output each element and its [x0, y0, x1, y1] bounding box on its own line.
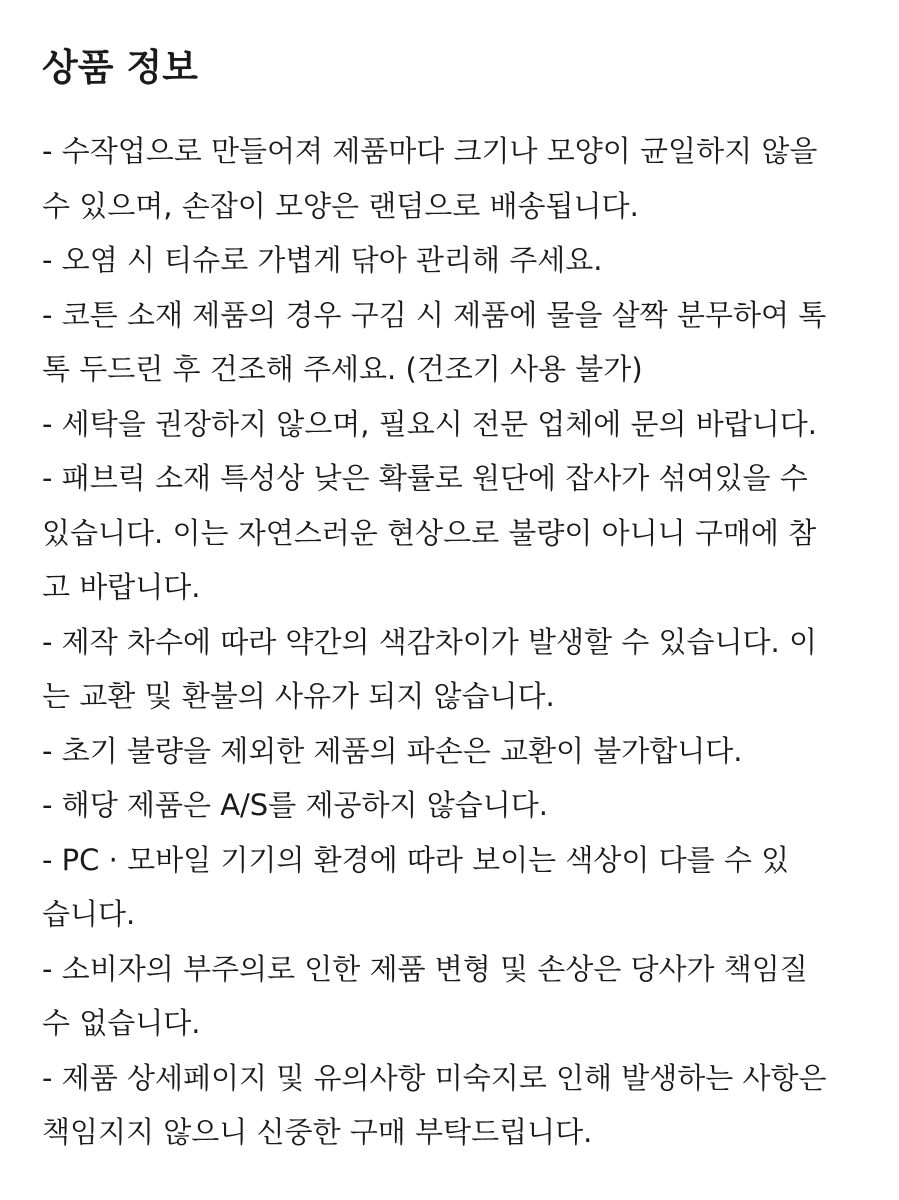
- note-line: - 제품 상세페이지 및 유의사항 미숙지로 인해 발생하는 사항은: [42, 1060, 827, 1095]
- note-line: - PC · 모바일 기기의 환경에 따라 보이는 색상이 다를 수 있: [42, 842, 790, 877]
- note-line: 수 없습니다.: [42, 1006, 201, 1040]
- note-line: 수 있으며, 손잡이 모양은 랜덤으로 배송됩니다.: [42, 188, 639, 223]
- note-line: - 세탁을 권장하지 않으며, 필요시 전문 업체에 문의 바랍니다.: [42, 406, 817, 441]
- note-line: 톡 두드린 후 건조해 주세요. (건조기 사용 불가): [42, 352, 643, 386]
- page-title: 상품 정보: [42, 46, 198, 89]
- note-line: - 초기 불량을 제외한 제품의 파손은 교환이 불가합니다.: [42, 733, 743, 768]
- note-line: - 소비자의 부주의로 인한 제품 변형 및 손상은 당사가 책임질: [42, 951, 808, 986]
- note-line: - 코튼 소재 제품의 경우 구김 시 제품에 물을 살짝 분무하여 톡: [42, 297, 827, 332]
- note-line: - 수작업으로 만들어져 제품마다 크기나 모양이 균일하지 않을: [42, 134, 818, 168]
- note-line: 있습니다. 이는 자연스러운 현상으로 불량이 아니니 구매에 참: [42, 515, 817, 550]
- note-line: 고 바랍니다.: [42, 570, 201, 604]
- product-notes: [42, 124, 859, 1160]
- note-line: 책임지지 않으니 신중한 구매 부탁드립니다.: [42, 1115, 593, 1149]
- note-line: - 패브릭 소재 특성상 낮은 확률로 원단에 잡사가 섞여있을 수: [42, 461, 808, 495]
- note-line: - 제작 차수에 따라 약간의 색감차이가 발생할 수 있습니다. 이: [42, 624, 817, 659]
- note-line: - 해당 제품은 A/S를 제공하지 않습니다.: [42, 788, 548, 822]
- note-line: - 오염 시 티슈로 가볍게 닦아 관리해 주세요.: [42, 243, 603, 277]
- note-line: 습니다.: [42, 897, 136, 931]
- note-line: 는 교환 및 환불의 사유가 되지 않습니다.: [42, 679, 555, 713]
